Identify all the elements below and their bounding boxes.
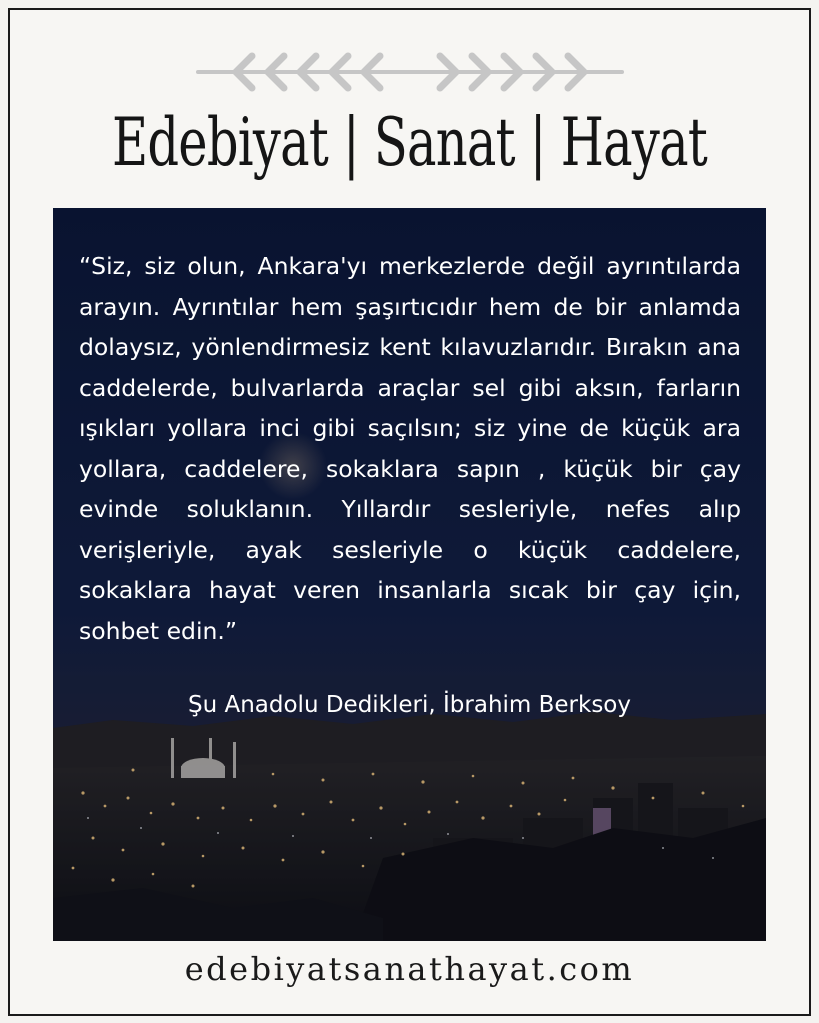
quote-card [53,208,766,941]
site-title: Edebiyat | Sanat | Hayat [111,104,708,181]
site-url[interactable]: edebiyatsanathayat.com [184,950,635,988]
quote-text: “Siz, siz olun, Ankara'yı merkezlerde değil ayrıntılarda arayın. Ayrıntılar hem şaşırtıcıdır hem de bir anlamda dolaysız, yönlendirmesiz kent kılavuzlarıdır. Bırakın ana caddelerde, bulvarlarda araçlar sel gibi aksın, farların ışıkları yollara inci gibi saçılsın; siz yine de küçük ara yollara, caddelere, sokaklara sapın , küçük bir çay evinde soluklanın. Yıllardır sesleriyle, nefes alıp verişleriyle, ayak sesleriyle o küçük caddelere, sokaklara hayat veren insanlarla sıcak bir çay için, sohbet edin.” [79,252,741,645]
laurel-branch-icon [192,48,628,96]
quote-attribution: Şu Anadolu Dedikleri, İbrahim Berksoy [187,692,631,718]
